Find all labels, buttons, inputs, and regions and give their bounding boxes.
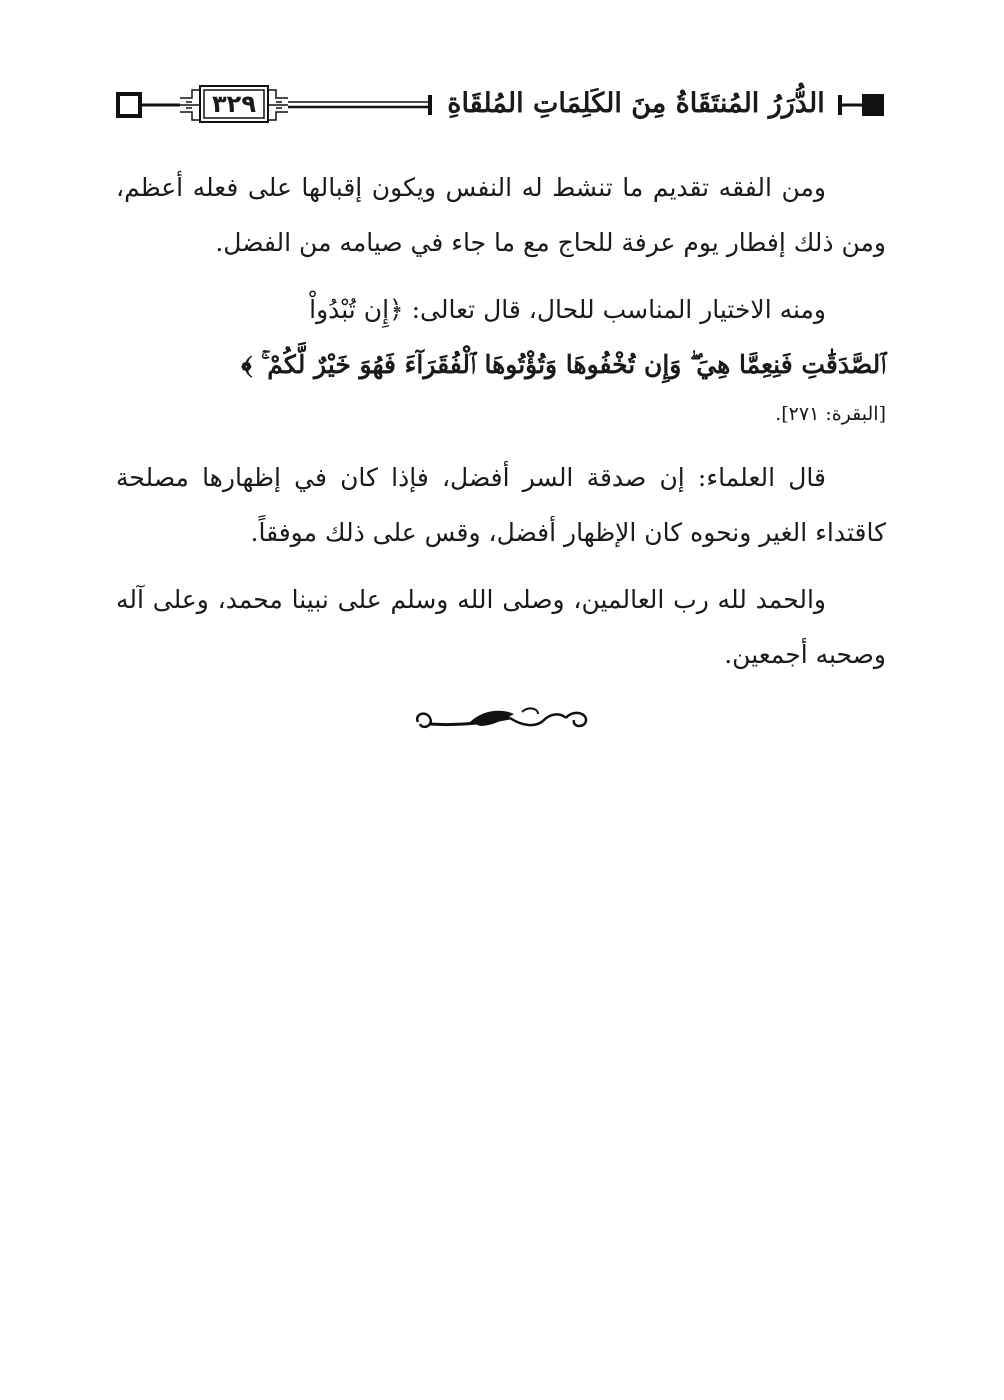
closing-flourish-icon bbox=[410, 700, 594, 740]
paragraph: ومن الفقه تقديم ما تنشط له النفس ويكون إقبالها على فعله أعظم، ومن ذلك إفطار يوم عرفة للحاج مع ما جاء في صيامه من الفضل. bbox=[116, 173, 886, 257]
paragraph: قال العلماء: إن صدقة السر أفضل، فإذا كان في إظهارها مصلحة كاقتداء الغير ونحوه كان الإظهار أفضل، وقس على ذلك موفقاً. bbox=[116, 463, 886, 547]
page-header bbox=[116, 78, 886, 130]
verse-reference: [البقرة: ٢٧١]. bbox=[775, 403, 886, 425]
quran-verse: ٱلصَّدَقَٰتِ فَنِعِمَّا هِيَ ۖ وَإِن تُخْفُوهَا وَتُؤْتُوهَا ٱلْفُقَرَآءَ فَهُوَ خَيْرٌ لَّكُمْ ۚ ﴾ bbox=[241, 350, 886, 379]
page-number: ٣٢٩ bbox=[212, 90, 256, 118]
book-title: الدُّرَرُ المُنتَقَاةُ مِنَ الكَلِمَاتِ المُلقَاةِ bbox=[447, 88, 825, 119]
page-content bbox=[116, 160, 886, 694]
paragraph: والحمد لله رب العالمين، وصلى الله وسلم على نبينا محمد، وعلى آله وصحبه أجمعين. bbox=[116, 585, 886, 669]
paragraph: ومنه الاختيار المناسب للحال، قال تعالى: ﴿إِن تُبْدُواْ bbox=[309, 295, 826, 324]
